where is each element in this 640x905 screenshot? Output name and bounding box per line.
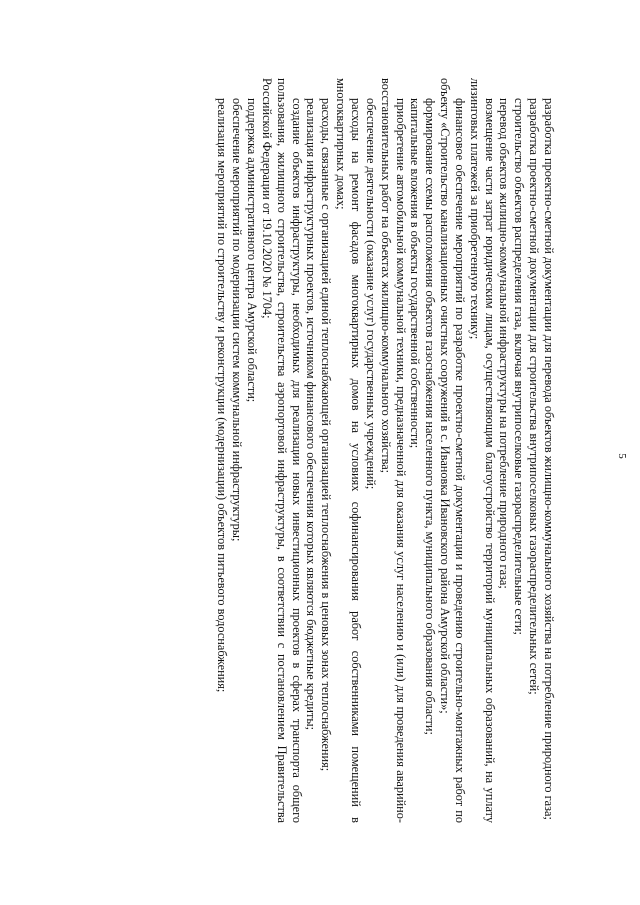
- page-number: 5: [616, 453, 628, 459]
- paragraph: реализация инфраструктурных проектов, источником финансового обеспечения которых являются бюджетные кредиты;: [304, 98, 319, 731]
- paragraph: формирование схемы расположения объектов газоснабжения населенного пункта, муниципального образования области;: [423, 98, 438, 735]
- body-text: [215, 78, 556, 823]
- paragraph: расходы на ремонт фасадов многоквартирных домов на условиях софинансирования работ собственниками помещений в многоквартирных домах;: [334, 78, 364, 823]
- paragraph: реализация мероприятий по строительству и реконструкции (модернизации) объектов питьевого водоснабжения;: [215, 98, 230, 693]
- paragraph: капитальные вложения в объекты государственной собственности;: [408, 98, 423, 449]
- paragraph: разработка проектно-сметной документации для перевода объектов жилищно-коммунального хозяйства на потребление природного газа;: [542, 98, 556, 820]
- paragraph: расходы, связанные с организацией единой теплоснабжающей организацией теплоснабжения в ценовых зонах теплоснабжения;: [319, 98, 334, 772]
- paragraph: приобретение автомобильной коммунальной техники, предназначенной для оказания услуг населению и (или) для проведения аварийно-восстановительных работ на объектах жилищно-коммунального хозяйства;: [378, 78, 408, 823]
- paragraph: обеспечение мероприятий по модернизации систем коммунальной инфраструктуры;: [230, 98, 245, 542]
- paragraph: поддержка административного центра Амурской области;: [245, 98, 260, 403]
- paragraph: строительство объектов распределения газа, включая внутрипоселковые газораспределительные сети;: [512, 98, 527, 635]
- paragraph: финансовое обеспечение мероприятий по разработке проектно-сметной документации и проведению строительно-монтажных работ по объекту «Строительство канализационных очистных сооружений в с. Ивановка Ивановского района Амурской области»;: [438, 78, 467, 823]
- paragraph: разработка проектно-сметной документации для строительства внутрипоселковых газораспределительных сетей;: [527, 98, 542, 695]
- paragraph: возмещение части затрат юридическим лицам, осуществляющим благоустройство территорий муниципальных образований, на уплату лизинговых платежей за приобретенную технику;: [467, 78, 497, 823]
- paragraph: создание объектов инфраструктуры, необходимых для реализации новых инвестиционных проектов в сферах транспорта общего пользования, жилищного строительства, строительства аэропортовой инфраструктуры, в соответствии с постановлением Правительства Российской Федерации от 19.10.2020 № 1704;: [259, 78, 304, 823]
- paragraph: перевод объектов жилищно-коммунальной инфраструктуры на потребление природного газа;: [497, 98, 512, 589]
- paragraph: обеспечение деятельности (оказание услуг) государственных учреждений;: [363, 98, 378, 490]
